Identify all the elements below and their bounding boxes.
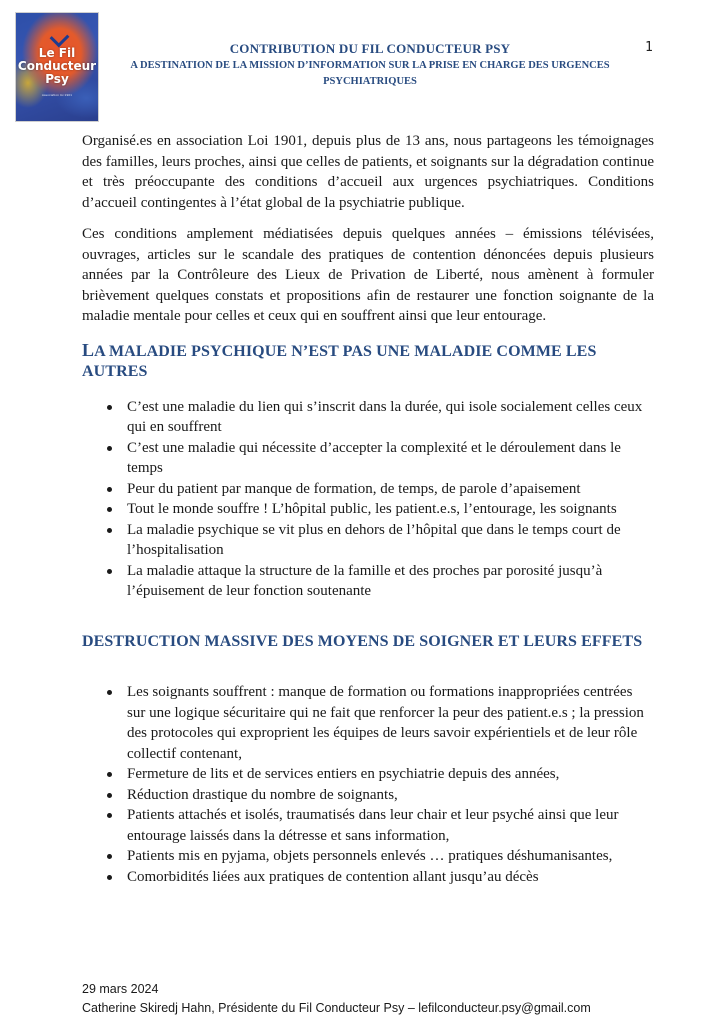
document-header [105,40,635,90]
list-item-text: La maladie attaque la structure de la famille et des proches par porosité jusqu’à l’épuisement de leur fonction soutenante [127,562,603,599]
list-item-text: Peur du patient par manque de formation, de temps, de parole d’apaisement [127,480,581,497]
list-item-text: Tout le monde souffre ! L’hôpital public, les patient.e.s, l’entourage, les soignants [127,501,617,517]
section-heading-maladie-psychique [82,340,654,383]
bullet-list-maladie-psychique [82,397,654,602]
list-item [127,764,654,785]
bullet-icon [107,487,112,492]
bullet-icon [107,772,112,777]
list-item-text: Fermeture de lits et de services entiers en psychiatrie depuis des années, [127,766,560,782]
section-heading-destruction: DESTRUCTION MASSIVE DES MOYENS DE SOIGNER ET LEURS EFFETS [82,632,643,650]
association-logo [15,12,99,122]
bullet-icon [107,446,112,451]
list-item-text: Patients attachés et isolés, traumatisés dans leur chair et leur psyché ainsi que leur entourage laissés dans la détresse et sans information, [127,807,619,844]
list-item [127,867,654,888]
list-item-text: C’est une maladie qui nécessite d’accepter la complexité et le déroulement dans le temps [127,439,621,476]
list-item [127,520,654,561]
list-item [127,438,654,479]
bullet-icon [107,690,112,695]
logo-mark-icon [50,28,70,48]
list-item [127,785,654,806]
document-subtitle-line1: A DESTINATION DE LA MISSION D’INFORMATION SUR LA PRISE EN CHARGE DES URGENCES [130,60,610,71]
bullet-list-destruction [82,682,654,887]
list-item [127,479,654,500]
bullet-icon [107,875,112,880]
list-item [127,846,654,867]
list-item [127,397,654,438]
logo-title-line: Le Fil [38,46,76,60]
document-title: CONTRIBUTION DU FIL CONDUCTEUR PSY [229,41,511,56]
bullet-icon [107,854,112,859]
list-item-text: Les soignants souffrent : manque de formation ou formations inappropriées centrées sur une logique sécuritaire qui ne fait que renforcer la peur des patient.e.s ; la pression des protocoles qui exproprient les équipes de leurs savoir expérientiels et de leur rôle collectif contenant, [127,684,644,762]
intro-paragraph: Ces conditions amplement médiatisées depuis quelques années – émissions télévisées, ouvrages, articles sur le scandale des pratiques de contention dénoncées depuis plusieurs années par la Contrôleure des Lieux de Privation de Liberté, nous amènent à formuler brièvement quelques constats et propositions afin de restaurer une fonction soignante de la maladie mentale pour celles et ceux qui en souffrent ainsi que leur entourage. [82,226,654,324]
bullet-icon [107,569,112,574]
list-item-text: C’est une maladie du lien qui s’inscrit dans la durée, qui isole socialement celles ceux qui en souffrent [127,398,643,435]
bullet-icon [107,813,112,818]
intro-paragraph: Organisé.es en association Loi 1901, depuis plus de 13 ans, nous partageons les témoignages des familles, leurs proches, ainsi que celles de patients, et soignants sur la dégradation continue et très préoccupante des conditions d’accueil aux urgences psychiatriques. Conditions d’accueil contingentes à l’état global de la psychiatrie publique. [82,133,654,211]
list-item [127,561,654,602]
page-number: 1 [645,40,653,55]
logo-title [16,47,98,86]
heading-rest: A MALADIE PSYCHIQUE N’EST PAS UNE MALADIE COMME LES AUTRES [82,342,597,380]
bullet-icon [107,507,112,512]
list-item-text: Comorbidités liées aux pratiques de contention allant jusqu’au décès [127,868,539,885]
footer-signature: Catherine Skiredj Hahn, Présidente du Fil Conducteur Psy – lefilconducteur.psy@gmail.com [82,1001,591,1015]
logo-title-line: Conducteur [17,59,97,73]
document-subtitle-line2: PSYCHIATRIQUES [323,76,417,87]
list-item-text: Réduction drastique du nombre de soignants, [127,786,398,803]
list-item [127,805,654,846]
document-body [82,131,654,887]
list-item [127,499,654,520]
bullet-icon [107,793,112,798]
bullet-icon [107,405,112,410]
list-item-text: La maladie psychique se vit plus en dehors de l’hôpital que dans le temps court de l’hospitalisation [127,521,621,558]
footer-date: 29 mars 2024 [82,982,159,996]
logo-title-line: Psy [45,72,69,86]
list-item [127,682,654,764]
logo-tagline: Association loi 1901 [41,93,73,97]
heading-initial: L [82,339,95,360]
document-footer [82,980,591,1018]
list-item-text: Patients mis en pyjama, objets personnels enlevés … pratiques déshumanisantes, [127,848,613,864]
bullet-icon [107,528,112,533]
